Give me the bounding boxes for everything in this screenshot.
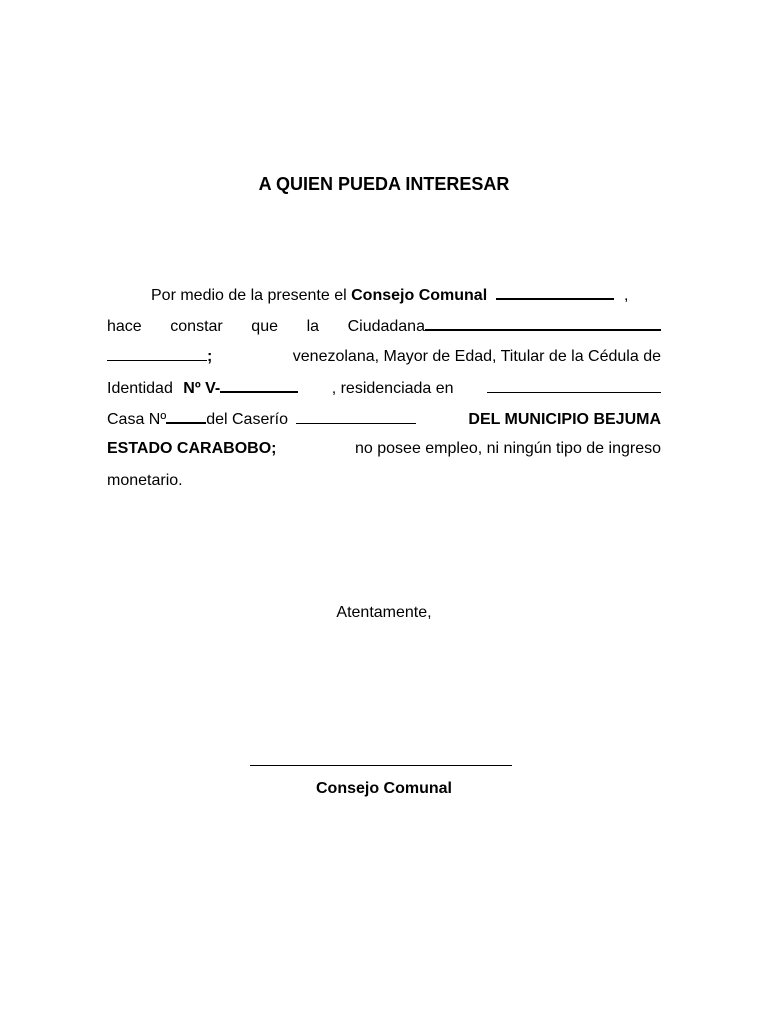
paragraph-line-1 — [107, 284, 661, 304]
ciudadana-name-blank-continued[interactable] — [107, 346, 207, 361]
signature-label: Consejo Comunal — [315, 780, 452, 797]
word: que — [251, 318, 278, 335]
paragraph-line-3 — [107, 346, 661, 366]
document-title: A QUIEN PUEDA INTERESAR — [258, 174, 510, 194]
paragraph-line-7 — [107, 471, 661, 491]
consejo-comunal-blank[interactable] — [496, 284, 614, 300]
caserio-blank[interactable] — [296, 409, 416, 424]
closing-text: Atentamente, — [336, 604, 432, 621]
cedula-prefix: Nº V- — [183, 380, 221, 397]
word: hace — [107, 318, 142, 335]
paragraph-line-6 — [107, 439, 661, 459]
identidad-label: Identidad — [107, 380, 173, 397]
monetario-text: monetario. — [107, 472, 183, 489]
casa-label: Casa Nº — [107, 411, 167, 428]
paragraph-line-2 — [107, 315, 661, 335]
word: la — [306, 318, 320, 335]
intro-text: Por medio de la presente el — [151, 287, 347, 304]
paragraph-line-5 — [107, 408, 661, 428]
word: constar — [170, 318, 223, 335]
signature-line — [250, 765, 512, 766]
paragraph-line-4 — [107, 377, 661, 397]
municipio-text: DEL MUNICIPIO BEJUMA — [468, 411, 661, 428]
ciudadana-label: Ciudadana — [347, 318, 425, 335]
residenciada-label: , residenciada en — [331, 380, 454, 397]
estado-text: ESTADO CARABOBO; — [107, 440, 277, 457]
cedula-number-blank[interactable] — [220, 377, 298, 393]
caserio-label: del Caserío — [206, 411, 289, 428]
residence-blank[interactable] — [487, 378, 661, 393]
casa-number-blank[interactable] — [166, 408, 206, 424]
semicolon: ; — [207, 348, 213, 365]
employment-text: no posee empleo, ni ningún tipo de ingreso — [355, 440, 661, 457]
ciudadana-name-blank[interactable] — [425, 315, 661, 331]
comma: , — [624, 287, 629, 304]
nationality-text: venezolana, Mayor de Edad, Titular de la Cédula de — [292, 348, 661, 365]
consejo-comunal-label: Consejo Comunal — [351, 287, 488, 304]
